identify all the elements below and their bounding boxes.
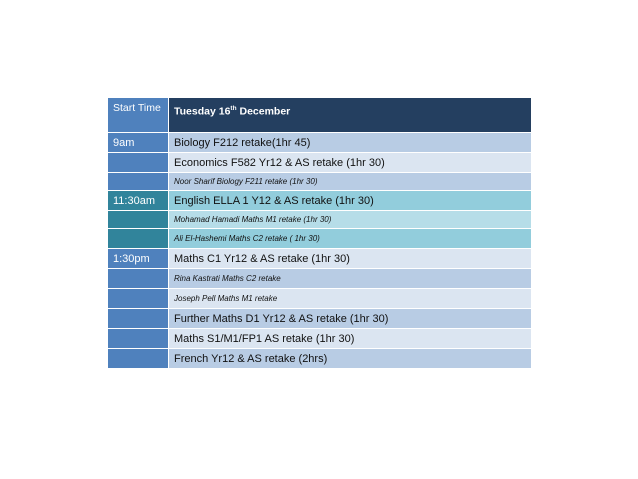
exam-cell: Noor Sharif Biology F211 retake (1hr 30) bbox=[169, 173, 532, 191]
table-row bbox=[108, 329, 532, 349]
time-cell: 1:30pm bbox=[108, 249, 169, 269]
exam-cell: Biology F212 retake(1hr 45) bbox=[169, 133, 532, 153]
time-cell bbox=[108, 309, 169, 329]
exam-cell: Joseph Pell Maths M1 retake bbox=[169, 289, 532, 309]
exam-cell: Further Maths D1 Yr12 & AS retake (1hr 30) bbox=[169, 309, 532, 329]
exam-cell: Maths C1 Yr12 & AS retake (1hr 30) bbox=[169, 249, 532, 269]
table-row bbox=[108, 191, 532, 211]
exam-cell: Maths S1/M1/FP1 AS retake (1hr 30) bbox=[169, 329, 532, 349]
time-cell bbox=[108, 211, 169, 229]
time-cell bbox=[108, 329, 169, 349]
exam-cell: Mohamad Hamadi Maths M1 retake (1hr 30) bbox=[169, 211, 532, 229]
time-cell bbox=[108, 229, 169, 249]
table-row bbox=[108, 133, 532, 153]
time-cell bbox=[108, 269, 169, 289]
table-row bbox=[108, 349, 532, 369]
table-row bbox=[108, 153, 532, 173]
table-row bbox=[108, 269, 532, 289]
exam-cell: English ELLA 1 Y12 & AS retake (1hr 30) bbox=[169, 191, 532, 211]
day-header bbox=[169, 98, 532, 133]
exam-timetable bbox=[107, 97, 532, 369]
exam-cell: French Yr12 & AS retake (2hrs) bbox=[169, 349, 532, 369]
table-header-row bbox=[108, 98, 532, 133]
start-time-header: Start Time bbox=[108, 98, 169, 133]
table-row bbox=[108, 249, 532, 269]
table-row bbox=[108, 229, 532, 249]
time-cell: 9am bbox=[108, 133, 169, 153]
day-header-suffix: December bbox=[236, 105, 291, 118]
time-cell: 11:30am bbox=[108, 191, 169, 211]
time-cell bbox=[108, 349, 169, 369]
time-cell bbox=[108, 173, 169, 191]
table-row bbox=[108, 173, 532, 191]
day-header-prefix: Tuesday 16 bbox=[174, 105, 231, 118]
exam-cell: Rina Kastrati Maths C2 retake bbox=[169, 269, 532, 289]
exam-cell: Ali El-Hashemi Maths C2 retake ( 1hr 30) bbox=[169, 229, 532, 249]
exam-cell: Economics F582 Yr12 & AS retake (1hr 30) bbox=[169, 153, 532, 173]
table-row bbox=[108, 289, 532, 309]
day-header-ordinal: th bbox=[230, 105, 237, 112]
time-cell bbox=[108, 289, 169, 309]
table-row bbox=[108, 309, 532, 329]
time-cell bbox=[108, 153, 169, 173]
table-row bbox=[108, 211, 532, 229]
